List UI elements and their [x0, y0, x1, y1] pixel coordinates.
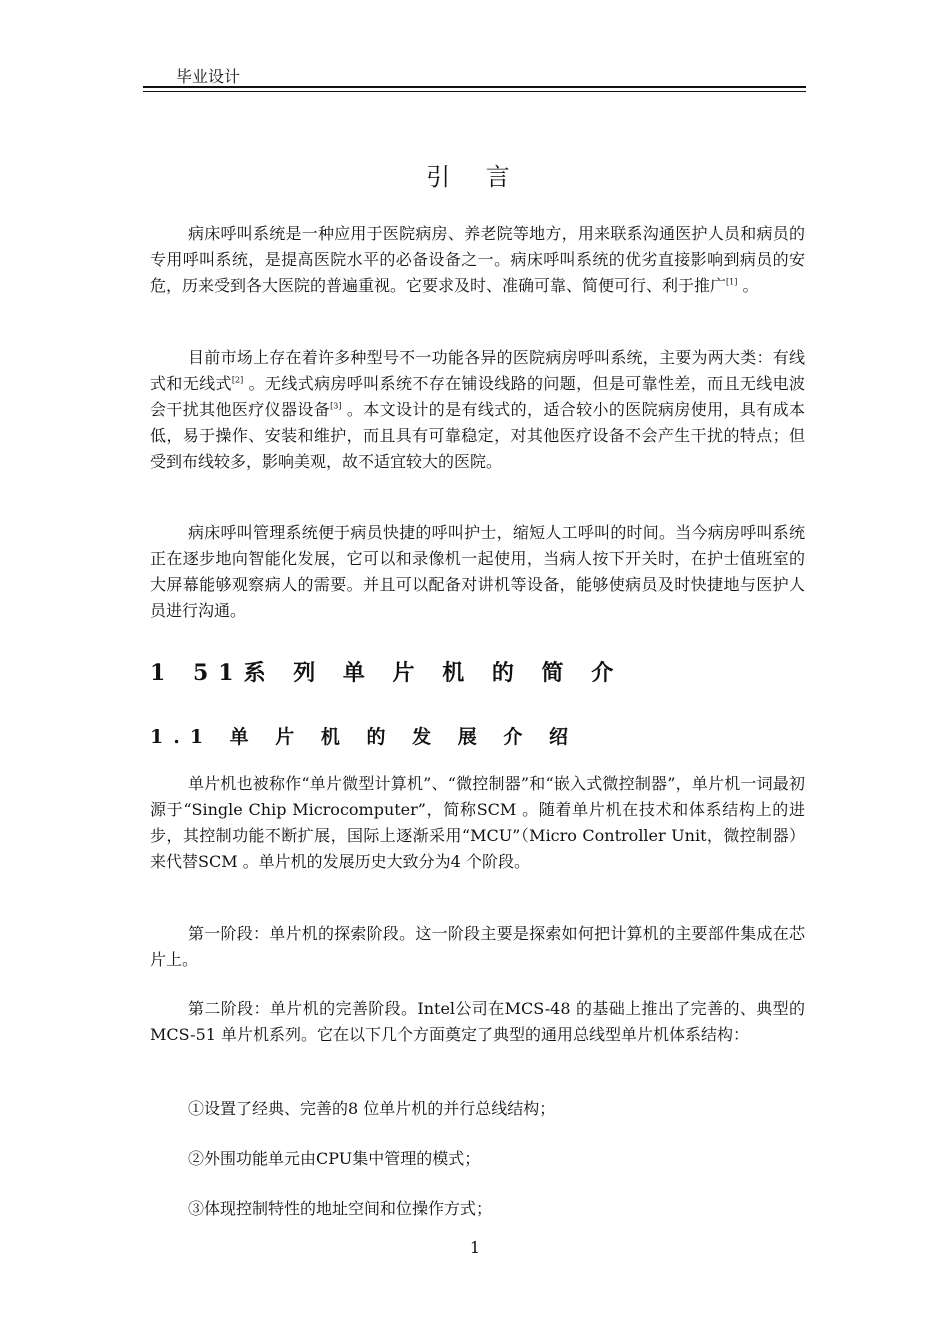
section-paragraph-3: 第二阶段：单片机的完善阶段。Intel公司在MCS-48 的基础上推出了完善的、典型的MCS-51 单片机系列。它在以下几个方面奠定了典型的通用总线型单片机体系结构： [150, 999, 805, 1044]
citation-3: [3] [330, 401, 342, 411]
header-rule-thin [143, 91, 806, 92]
section-paragraph-2: 第一阶段：单片机的探索阶段。这一阶段主要是探索如何把计算机的主要部件集成在芯片上。 [150, 924, 805, 969]
citation-1: [1] [726, 277, 738, 287]
subsection-heading-1-1: 1.1 单 片 机 的 发 展 介 绍 [150, 726, 578, 748]
page-title: 引 言 [426, 163, 524, 191]
list-item: ②外围功能单元由CPU集中管理的模式； [188, 1149, 481, 1168]
list-item: ③体现控制特性的地址空间和位操作方式； [188, 1199, 493, 1218]
list-item: ①设置了经典、完善的8 位单片机的并行总线结构； [188, 1099, 556, 1118]
intro-paragraph-2: 目前市场上存在着许多种型号不一功能各异的医院病房呼叫系统，主要为两大类：有线式和无线式[2] 。无线式病房呼叫系统不存在铺设线路的问题，但是可靠性差，而且无线电波会干扰其他医疗仪器设备[3] 。本文设计的是有线式的，适合较小的医院病房使用，具有成本低，易于操作、安装和维护，而且具有可靠稳定，对其他医疗设备不会产生干扰的特点；但受到布线较多，影响美观，故不适宜较大的医院。 [150, 348, 805, 471]
header-title: 毕业设计 [176, 67, 241, 86]
header-rule-thick [143, 86, 806, 88]
section-paragraph-1: 单片机也被称作“单片微型计算机”、“微控制器”和“嵌入式微控制器”，单片机一词最初源于“Single Chip Microcomputer”，简称SCM 。随着单片机在技术和体系结构上的进步，其控制功能不断扩展，国际上逐渐采用“MCU”（Micro Controller Unit，微控制器）来代替SCM 。单片机的发展历史大致分为4 个阶段。 [150, 774, 805, 871]
citation-2: [2] [231, 375, 244, 385]
page-number: 1 [469, 1238, 481, 1257]
section-heading-1: 1 51系 列 单 片 机 的 简 介 [150, 660, 624, 686]
intro-paragraph-3: 病床呼叫管理系统便于病员快捷的呼叫护士，缩短人工呼叫的时间。当今病房呼叫系统正在逐步地向智能化发展，它可以和录像机一起使用，当病人按下开关时，在护士值班室的大屏幕能够观察病人的需要。并且可以配备对讲机等设备，能够使病员及时快捷地与医护人员进行沟通。 [150, 523, 805, 620]
intro-paragraph-1: 病床呼叫系统是一种应用于医院病房、养老院等地方，用来联系沟通医护人员和病员的专用呼叫系统，是提高医院水平的必备设备之一。病床呼叫系统的优劣直接影响到病员的安危，历来受到各大医院的普遍重视。它要求及时、准确可靠、简便可行、利于推广[1] 。 [150, 224, 805, 295]
